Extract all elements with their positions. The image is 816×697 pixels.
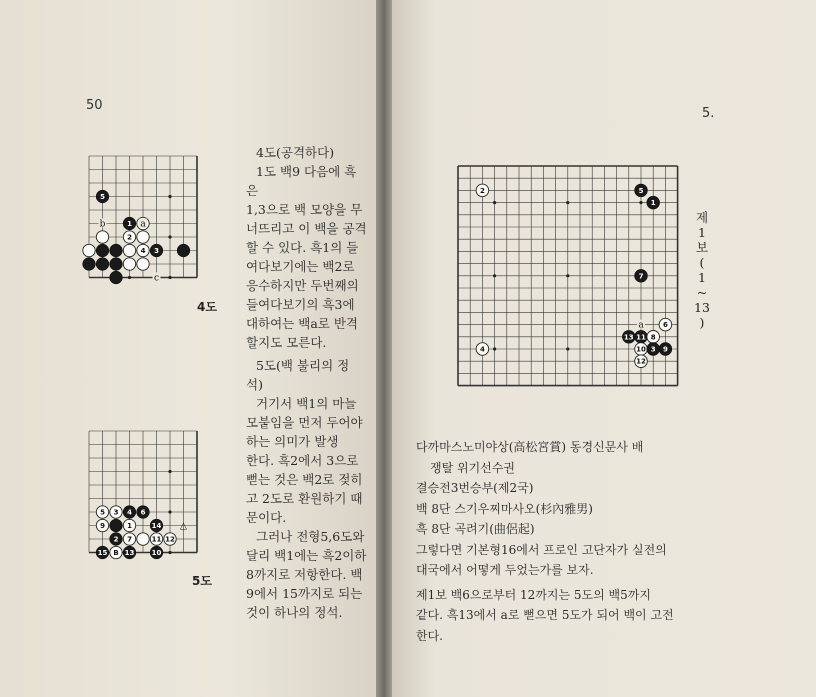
black-stone (96, 244, 108, 256)
white-stone (110, 506, 122, 518)
star-point (566, 274, 569, 277)
body-line: 8까지로 저항한다. 백 (246, 567, 363, 582)
white-stone (123, 244, 135, 256)
black-stone (96, 190, 108, 202)
stone-number: 1 (127, 522, 132, 530)
black-stone (110, 533, 122, 545)
right-page (392, 0, 816, 697)
stone-number: 5 (100, 508, 105, 517)
white-stone (659, 318, 672, 331)
board-mark: b (99, 219, 106, 230)
body-line: 한다. 흑2에서 3으로 (246, 453, 359, 468)
stone-number: 3 (113, 508, 119, 517)
body-line: 같다. 흑13에서 a로 뻗으면 5도가 되어 백이 고전 (416, 608, 674, 622)
stone-number: 9 (662, 345, 668, 354)
body-line: 4도(공격하다) (256, 145, 335, 160)
stone-number: 2 (113, 535, 119, 544)
body-line: 모붙임을 먼저 두어야 (246, 415, 363, 430)
body-line: 석) (246, 377, 263, 392)
black-stone (635, 270, 648, 283)
white-stone (123, 231, 135, 243)
white-stone (137, 258, 149, 270)
go-main-board (452, 160, 684, 408)
star-point (168, 276, 171, 279)
black-stone (177, 244, 189, 256)
stone-number: 4 (479, 345, 485, 354)
star-point (168, 195, 171, 198)
stone-number: 6 (140, 508, 146, 517)
body-line: 9에서 15까지로 되는 (246, 586, 363, 601)
body-line: 결승전3번승부(제2국) (416, 481, 534, 495)
black-stone (123, 506, 135, 518)
stone-number: 4 (140, 247, 146, 255)
white-stone (123, 258, 135, 270)
stone-number: 13 (623, 333, 634, 342)
star-point (493, 347, 496, 350)
stone-number: 12 (636, 357, 646, 366)
white-stone (96, 231, 108, 243)
book-gutter (376, 0, 392, 697)
white-stone (96, 506, 108, 518)
stone-number: 10 (636, 345, 646, 354)
body-line: 그러나 전형5,6도와 (256, 529, 365, 544)
vertical-caption-char: ( (699, 255, 705, 270)
body-line: 흑 8단 곡려기(曲侶起) (416, 522, 535, 536)
board-mark: c (153, 273, 160, 284)
stone-number: 12 (165, 535, 175, 544)
black-stone (647, 196, 660, 209)
body-line: 여다보기에는 백2로 (246, 259, 355, 274)
body-line: 대국에서 어떻게 두었는가를 보자. (416, 563, 594, 577)
body-line: 할 수 있다. 흑1의 들 (246, 240, 359, 255)
white-stone (137, 244, 149, 256)
white-stone (137, 533, 149, 545)
star-point (168, 551, 171, 554)
body-line: 응수하지만 두번째의 (246, 278, 359, 293)
board-mark: △ (180, 521, 187, 532)
stone-number: 4 (127, 508, 132, 517)
body-line: 너뜨리고 이 백을 공격 (246, 221, 367, 236)
stone-number: 7 (638, 272, 644, 281)
black-stone (83, 258, 95, 270)
body-line: 하는 의미가 발생 (246, 434, 339, 449)
right-body-text (416, 437, 816, 646)
star-point (493, 201, 496, 204)
body-line: 뻗는 것은 백2로 젖히 (246, 472, 363, 487)
black-stone (110, 244, 122, 256)
body-line: 할지도 모른다. (246, 335, 327, 350)
body-line: 5도(백 불리의 정 (256, 358, 350, 373)
game-record-vertical-caption (694, 210, 712, 330)
black-stone (659, 343, 672, 356)
black-stone (150, 519, 162, 531)
star-point (168, 510, 171, 513)
body-line: 고 2도로 환원하기 때 (246, 491, 363, 506)
black-stone (623, 331, 636, 344)
vertical-caption-char: 보 (695, 240, 709, 255)
white-stone (164, 533, 176, 545)
white-stone (83, 244, 95, 256)
stone-number: 13 (124, 549, 135, 557)
star-point (128, 276, 131, 279)
vertical-caption-char: 13 (694, 300, 710, 315)
stone-number: B (113, 549, 119, 557)
black-stone (96, 258, 108, 270)
black-stone (647, 343, 660, 356)
white-stone (96, 519, 108, 531)
stone-number: 1 (127, 220, 132, 228)
black-stone (110, 271, 122, 283)
stone-number: 9 (100, 522, 105, 530)
white-stone (635, 343, 648, 356)
body-line: 1,3으로 백 모양을 무 (246, 202, 363, 217)
stone-number: 10 (151, 549, 162, 557)
left-body-text (246, 143, 368, 622)
go-diagram-5 (82, 425, 222, 577)
vertical-caption-char: 제 (695, 210, 709, 225)
white-stone (635, 355, 648, 368)
body-line: 거기서 백1의 마늘 (256, 396, 357, 411)
stone-number: 15 (97, 549, 108, 557)
stone-number: 3 (154, 247, 159, 255)
star-point (566, 347, 569, 350)
body-line: 1도 백9 다음에 흑은 (246, 164, 357, 198)
vertical-caption-char: ~ (696, 285, 708, 300)
right-page-number: 5. (702, 106, 715, 121)
board-mark: a (638, 320, 644, 331)
star-point (493, 274, 496, 277)
board-mark: a (140, 219, 146, 230)
star-point (168, 470, 171, 473)
stone-number: 1 (650, 199, 656, 208)
black-stone (150, 546, 162, 558)
star-point (639, 201, 642, 204)
stone-number: 11 (151, 535, 162, 544)
stone-number: 5 (100, 193, 105, 201)
diagram-4-caption: 4도 (197, 300, 217, 314)
stone-number: 8 (650, 333, 656, 342)
body-line: 백 8단 스기우찌마사오(杉內雅男) (416, 501, 593, 516)
left-page-number: 50 (86, 98, 103, 113)
black-stone (150, 244, 162, 256)
black-stone (123, 546, 135, 558)
stone-number: 11 (636, 333, 646, 342)
black-stone (123, 217, 135, 229)
body-line: 한다. (416, 628, 443, 643)
body-line: 제1보 백6으로부터 12까지는 5도의 백5까지 (416, 587, 651, 602)
go-diagram-4 (82, 150, 222, 302)
white-stone (150, 533, 162, 545)
body-line: 그렇다면 기본형16에서 프로인 고단자가 실전의 (416, 542, 667, 557)
vertical-caption-char: 1 (698, 225, 706, 240)
white-stone (110, 546, 122, 558)
body-line: 쟁탈 위기선수권 (430, 460, 515, 475)
white-stone (476, 343, 489, 356)
black-stone (110, 519, 122, 531)
body-line: 것이 하나의 정석. (246, 605, 343, 620)
stone-number: 2 (127, 233, 132, 242)
black-stone (137, 506, 149, 518)
left-page (0, 0, 376, 697)
star-point (168, 235, 171, 238)
stone-number: 14 (151, 522, 162, 530)
white-stone (476, 184, 489, 197)
stone-number: 6 (662, 321, 668, 330)
vertical-caption-char: ) (699, 315, 705, 330)
star-point (566, 201, 569, 204)
stone-number: 5 (638, 186, 644, 195)
black-stone (110, 258, 122, 270)
stone-number: 2 (479, 186, 485, 195)
white-stone (123, 519, 135, 531)
black-stone (96, 546, 108, 558)
stone-number: 3 (650, 345, 656, 354)
white-stone (137, 231, 149, 243)
body-line: 달리 백1에는 흑2이하 (246, 548, 367, 563)
black-stone (635, 184, 648, 197)
body-line: 다까마스노미야상(高松宮賞) 동경신문사 배 (416, 440, 644, 454)
body-line: 대하여는 백a로 반격 (246, 316, 358, 331)
body-line: 문이다. (246, 510, 287, 525)
vertical-caption-char: 1 (698, 270, 706, 285)
white-stone (123, 533, 135, 545)
black-stone (635, 331, 648, 344)
diagram-5-caption: 5도 (192, 574, 212, 588)
stone-number: 7 (127, 535, 132, 544)
body-line: 들여다보기의 흑3에 (246, 297, 355, 312)
white-stone (647, 331, 660, 344)
